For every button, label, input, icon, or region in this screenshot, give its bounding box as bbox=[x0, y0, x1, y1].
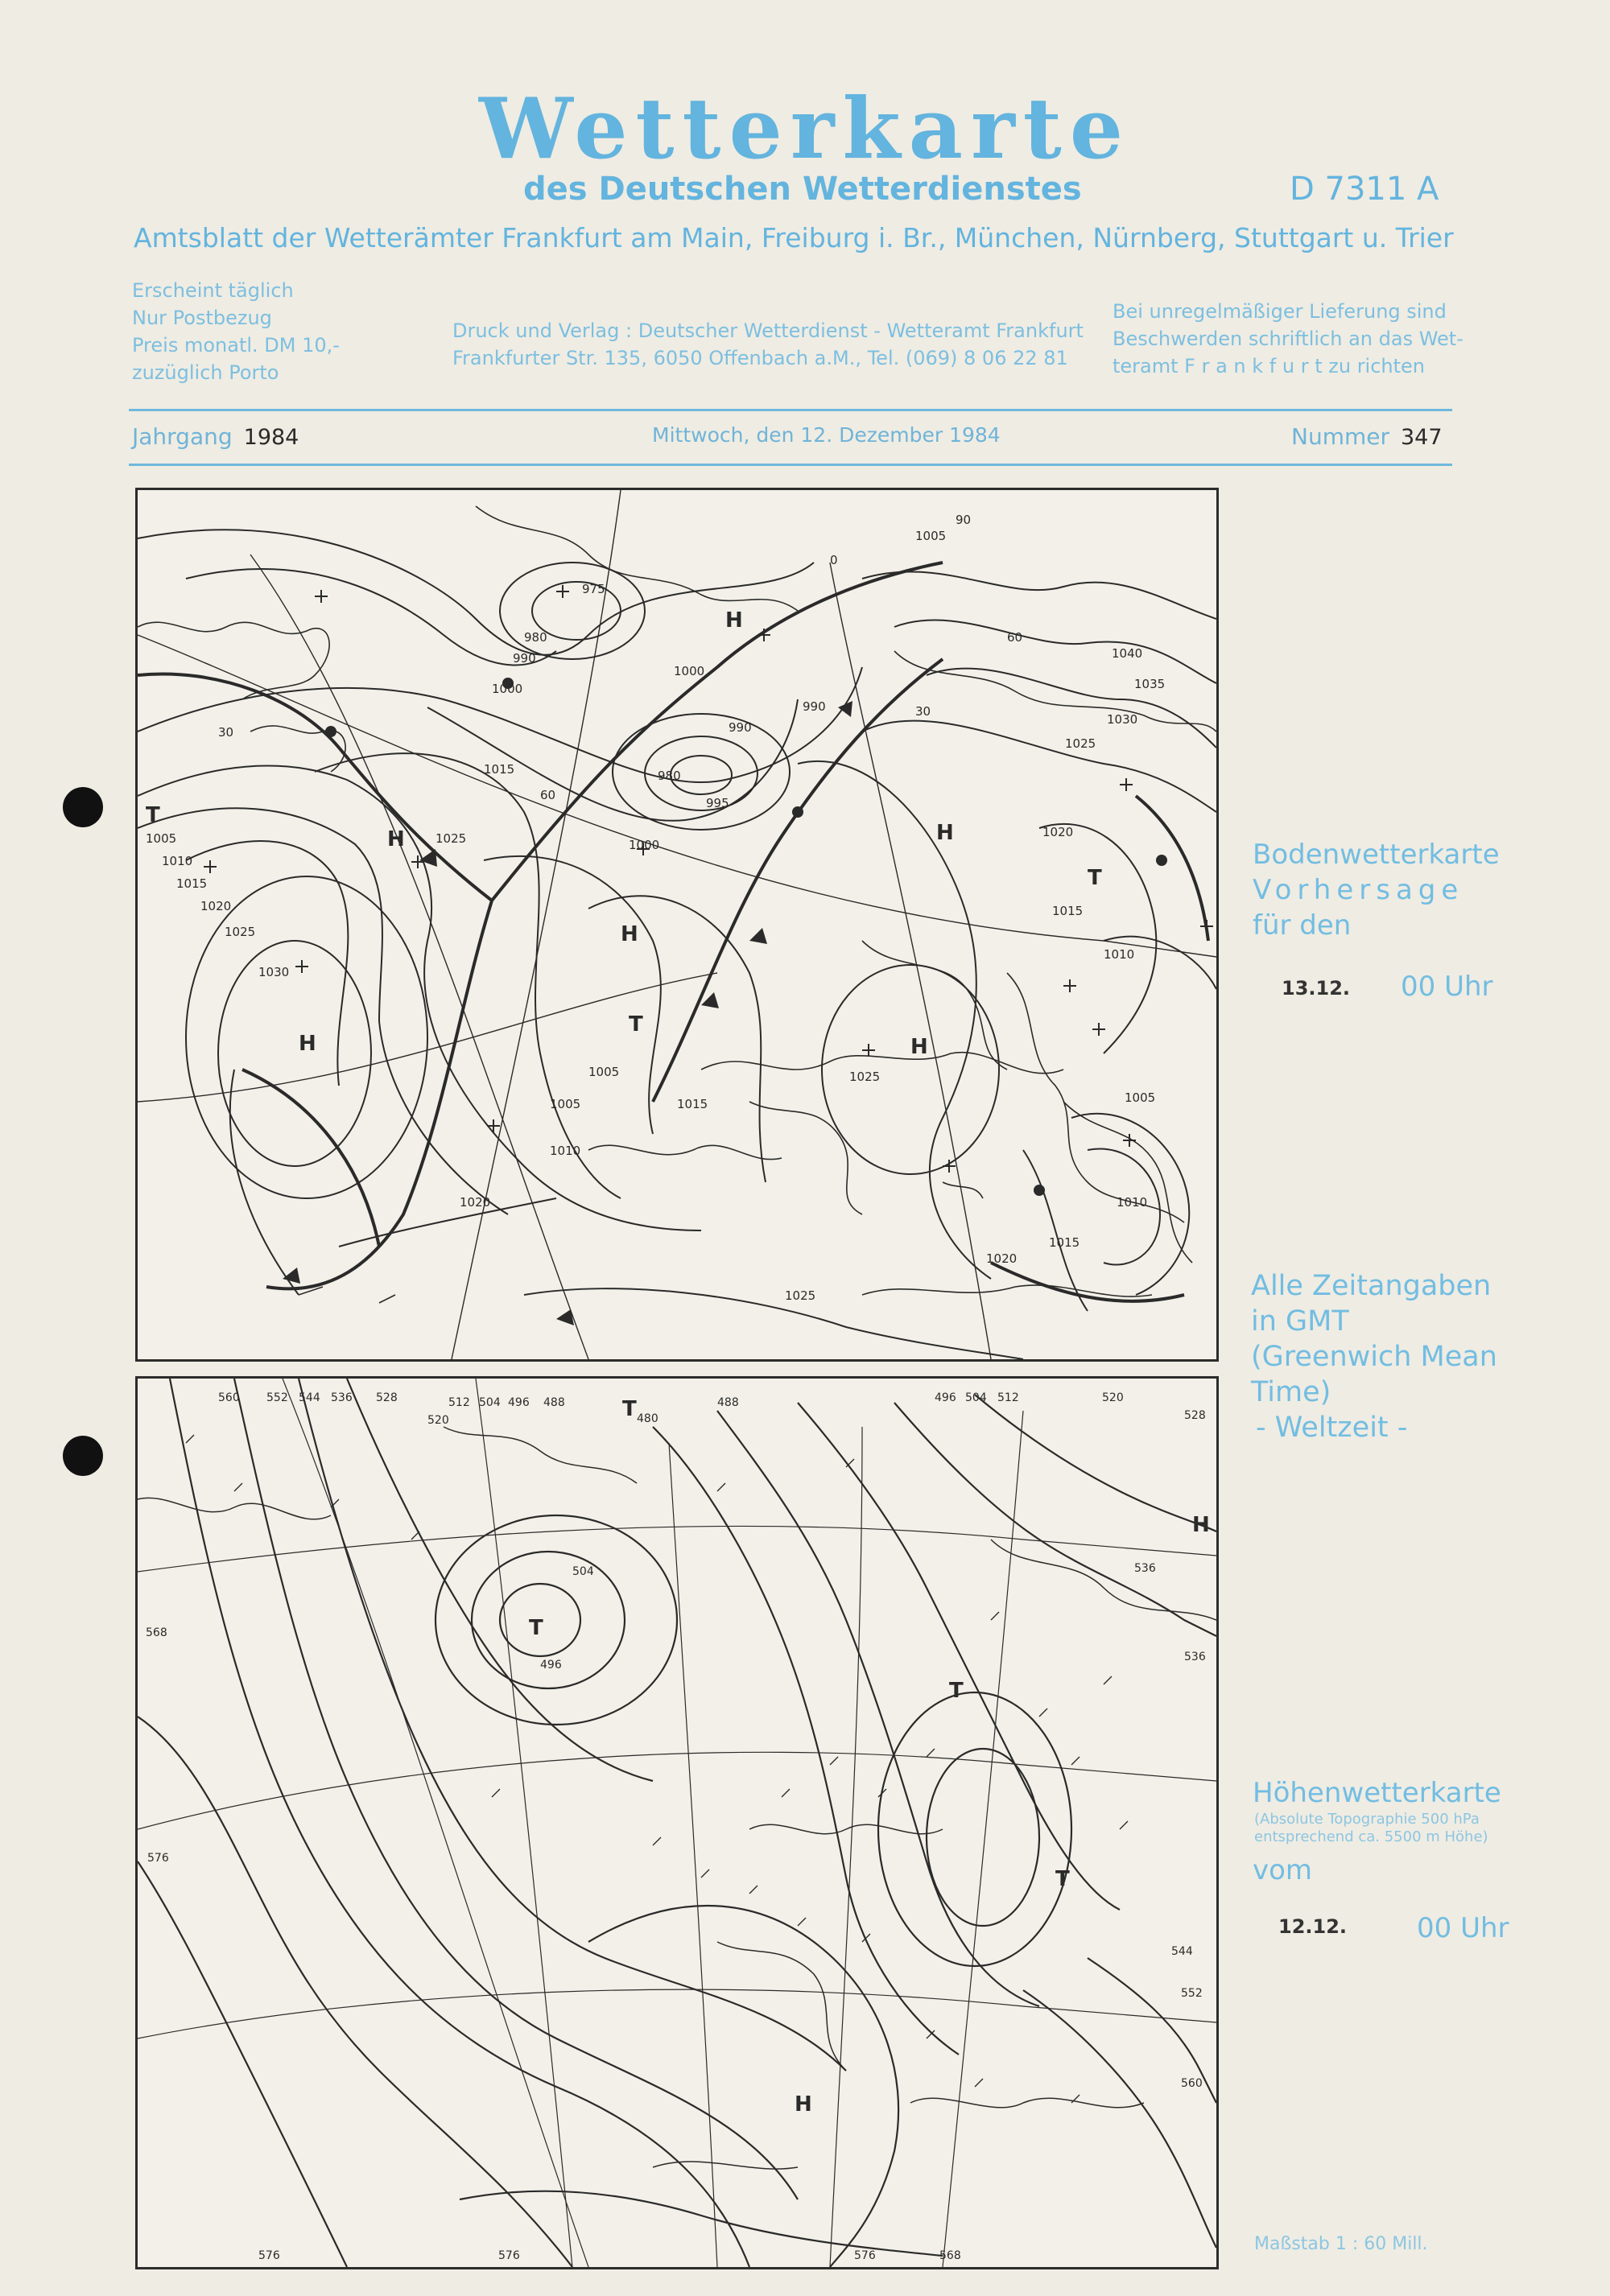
svg-text:560: 560 bbox=[218, 1391, 240, 1404]
upper-caption-vom: vom bbox=[1253, 1854, 1313, 1886]
note-line: (Absolute Topographie 500 hPa bbox=[1254, 1811, 1480, 1828]
issue-year bbox=[132, 423, 299, 450]
upper-caption-note bbox=[1254, 1811, 1488, 1846]
surface-forecast-map bbox=[135, 488, 1219, 1362]
upper-date: 12.12. bbox=[1278, 1915, 1348, 1938]
pressure-center: T bbox=[529, 1616, 543, 1640]
svg-text:1015: 1015 bbox=[1052, 904, 1084, 918]
svg-text:520: 520 bbox=[427, 1414, 449, 1427]
official-gazette-line: Amtsblatt der Wetterämter Frankfurt am Main, Freiburg i. Br., München, Nürnberg, Stuttgart u. Trier bbox=[134, 222, 1454, 254]
number-label: Nummer bbox=[1291, 423, 1389, 450]
svg-text:552: 552 bbox=[1181, 1987, 1203, 2000]
svg-text:1015: 1015 bbox=[484, 762, 515, 777]
subscription-line: Erscheint täglich bbox=[132, 279, 294, 302]
svg-text:1015: 1015 bbox=[176, 876, 208, 891]
svg-text:975: 975 bbox=[582, 582, 605, 596]
pressure-center: H bbox=[936, 821, 954, 845]
svg-text:512: 512 bbox=[448, 1396, 470, 1409]
svg-text:990: 990 bbox=[803, 699, 826, 714]
upper-pressure-centers bbox=[529, 1397, 1210, 2117]
svg-text:1005: 1005 bbox=[146, 831, 177, 846]
svg-text:528: 528 bbox=[1184, 1409, 1206, 1422]
svg-text:1030: 1030 bbox=[258, 965, 290, 979]
svg-text:512: 512 bbox=[997, 1391, 1019, 1404]
upper-height-labels bbox=[146, 1391, 1206, 2262]
svg-text:496: 496 bbox=[540, 1659, 562, 1672]
coastlines bbox=[138, 1427, 1216, 2169]
pressure-center: H bbox=[725, 608, 743, 633]
map-scale: Maßstab 1 : 60 Mill. bbox=[1254, 2234, 1428, 2254]
svg-text:504: 504 bbox=[572, 1565, 594, 1578]
caption-line: für den bbox=[1253, 909, 1352, 942]
upper-time: 00 Uhr bbox=[1417, 1912, 1509, 1944]
pressure-center: T bbox=[1088, 866, 1102, 890]
note-line: - Weltzeit - bbox=[1256, 1412, 1408, 1444]
svg-text:544: 544 bbox=[299, 1391, 320, 1404]
svg-text:980: 980 bbox=[524, 630, 547, 645]
surface-isobar-labels bbox=[146, 513, 1165, 1303]
publication-code: D 7311 A bbox=[1290, 171, 1439, 208]
surface-pressure-centers bbox=[146, 608, 1102, 1059]
pressure-center: T bbox=[629, 1012, 643, 1037]
svg-text:980: 980 bbox=[658, 769, 681, 783]
pressure-center: H bbox=[299, 1032, 316, 1056]
svg-text:1040: 1040 bbox=[1112, 646, 1143, 661]
svg-text:1010: 1010 bbox=[550, 1144, 581, 1158]
svg-text:488: 488 bbox=[717, 1396, 739, 1409]
svg-text:552: 552 bbox=[266, 1391, 288, 1404]
punch-hole-top bbox=[63, 787, 103, 827]
svg-text:1025: 1025 bbox=[436, 831, 467, 846]
svg-text:488: 488 bbox=[543, 1396, 565, 1409]
svg-text:90: 90 bbox=[956, 513, 972, 527]
year-label: Jahrgang bbox=[132, 423, 233, 450]
svg-text:536: 536 bbox=[331, 1391, 353, 1404]
svg-text:1025: 1025 bbox=[1065, 736, 1096, 751]
svg-text:1005: 1005 bbox=[550, 1097, 581, 1111]
svg-text:496: 496 bbox=[508, 1396, 530, 1409]
svg-text:496: 496 bbox=[935, 1391, 956, 1404]
forecast-caption bbox=[1253, 837, 1500, 943]
svg-text:576: 576 bbox=[258, 2249, 280, 2262]
pressure-center: T bbox=[949, 1679, 964, 1703]
pressure-center: H bbox=[387, 827, 405, 851]
graticule bbox=[138, 1379, 1216, 2267]
svg-text:576: 576 bbox=[854, 2249, 876, 2262]
svg-text:504: 504 bbox=[479, 1396, 501, 1409]
svg-text:990: 990 bbox=[513, 651, 536, 666]
svg-text:1025: 1025 bbox=[225, 925, 256, 939]
svg-text:1020: 1020 bbox=[986, 1251, 1018, 1266]
svg-text:30: 30 bbox=[915, 704, 931, 719]
svg-text:0: 0 bbox=[830, 553, 838, 567]
svg-text:990: 990 bbox=[729, 720, 752, 735]
svg-text:568: 568 bbox=[146, 1626, 167, 1639]
svg-text:1000: 1000 bbox=[674, 664, 705, 678]
svg-text:536: 536 bbox=[1184, 1651, 1206, 1663]
subscription-line: Nur Postbezug bbox=[132, 307, 272, 329]
svg-text:1005: 1005 bbox=[915, 529, 947, 543]
complaints-info bbox=[1113, 298, 1463, 380]
pressure-center: T bbox=[1055, 1867, 1070, 1891]
svg-text:995: 995 bbox=[706, 796, 729, 810]
punch-hole-bottom bbox=[63, 1436, 103, 1476]
svg-text:1000: 1000 bbox=[629, 838, 660, 852]
svg-text:1035: 1035 bbox=[1134, 677, 1166, 691]
svg-text:1030: 1030 bbox=[1107, 712, 1138, 727]
note-line: in GMT bbox=[1251, 1305, 1349, 1338]
complaints-line: teramt F r a n k f u r t zu richten bbox=[1113, 355, 1426, 377]
subscription-line: Preis monatl. DM 10,- bbox=[132, 334, 340, 357]
svg-text:1020: 1020 bbox=[1042, 825, 1074, 839]
svg-text:520: 520 bbox=[1102, 1391, 1124, 1404]
forecast-date: 13.12. bbox=[1282, 977, 1351, 1000]
height-contours bbox=[138, 1379, 1216, 2267]
masthead-subtitle: des Deutschen Wetterdienstes bbox=[523, 171, 1082, 208]
pressure-center: T bbox=[622, 1397, 637, 1421]
issue-date: Mittwoch, den 12. Dezember 1984 bbox=[652, 423, 1001, 447]
note-line: (Greenwich Mean bbox=[1251, 1341, 1497, 1373]
publisher-line: Druck und Verlag : Deutscher Wetterdienst - Wetteramt Frankfurt bbox=[452, 319, 1084, 342]
publisher-line: Frankfurter Str. 135, 6050 Offenbach a.M., Tel. (069) 8 06 22 81 bbox=[452, 347, 1068, 369]
svg-text:1005: 1005 bbox=[1125, 1090, 1156, 1105]
pressure-center: H bbox=[910, 1035, 928, 1059]
svg-text:1010: 1010 bbox=[162, 854, 193, 868]
issue-number bbox=[1291, 423, 1443, 450]
svg-text:576: 576 bbox=[498, 2249, 520, 2262]
pressure-center: H bbox=[795, 2092, 812, 2117]
masthead-title: Wetterkarte bbox=[479, 79, 1131, 178]
svg-text:1000: 1000 bbox=[492, 682, 523, 696]
svg-text:1025: 1025 bbox=[849, 1070, 881, 1084]
svg-text:480: 480 bbox=[637, 1412, 658, 1425]
svg-text:1015: 1015 bbox=[677, 1097, 708, 1111]
forecast-time: 00 Uhr bbox=[1401, 971, 1493, 1003]
svg-text:1020: 1020 bbox=[200, 899, 232, 913]
svg-text:568: 568 bbox=[939, 2249, 961, 2262]
header-rule-bottom bbox=[129, 464, 1452, 466]
note-line: Alle Zeitangaben bbox=[1251, 1270, 1492, 1302]
pressure-center: T bbox=[146, 803, 160, 827]
subscription-info bbox=[132, 277, 340, 386]
caption-line: Bodenwetterkarte bbox=[1253, 839, 1500, 871]
svg-text:504: 504 bbox=[965, 1391, 987, 1404]
upper-air-500hpa-map bbox=[135, 1376, 1219, 2269]
svg-text:528: 528 bbox=[376, 1391, 398, 1404]
note-line: entsprechend ca. 5500 m Höhe) bbox=[1254, 1828, 1488, 1845]
pressure-center: H bbox=[621, 922, 638, 946]
svg-text:60: 60 bbox=[540, 788, 556, 802]
upper-caption-title: Höhenwetterkarte bbox=[1253, 1777, 1501, 1809]
pressure-center: H bbox=[1192, 1513, 1210, 1537]
subscription-line: zuzüglich Porto bbox=[132, 361, 279, 384]
number-value: 347 bbox=[1400, 425, 1443, 450]
complaints-line: Beschwerden schriftlich an das Wet- bbox=[1113, 328, 1463, 350]
publisher-info bbox=[452, 317, 1084, 372]
complaints-line: Bei unregelmäßiger Lieferung sind bbox=[1113, 300, 1447, 323]
svg-text:60: 60 bbox=[1007, 630, 1023, 645]
note-line: Time) bbox=[1251, 1376, 1331, 1408]
svg-text:560: 560 bbox=[1181, 2077, 1203, 2090]
year-value: 1984 bbox=[243, 425, 299, 450]
fronts bbox=[138, 563, 1208, 1301]
svg-text:1005: 1005 bbox=[588, 1065, 620, 1079]
caption-line: Vorhersage bbox=[1253, 874, 1464, 906]
svg-text:1025: 1025 bbox=[785, 1288, 816, 1303]
svg-text:1015: 1015 bbox=[1049, 1235, 1080, 1250]
svg-text:1010: 1010 bbox=[1104, 947, 1135, 962]
svg-text:1020: 1020 bbox=[460, 1195, 491, 1210]
svg-text:1010: 1010 bbox=[1117, 1195, 1148, 1210]
svg-text:544: 544 bbox=[1171, 1945, 1193, 1958]
time-note bbox=[1251, 1268, 1497, 1445]
header-rule-top bbox=[129, 409, 1452, 411]
svg-text:536: 536 bbox=[1134, 1562, 1156, 1575]
svg-text:576: 576 bbox=[147, 1852, 169, 1865]
svg-text:30: 30 bbox=[218, 725, 234, 740]
